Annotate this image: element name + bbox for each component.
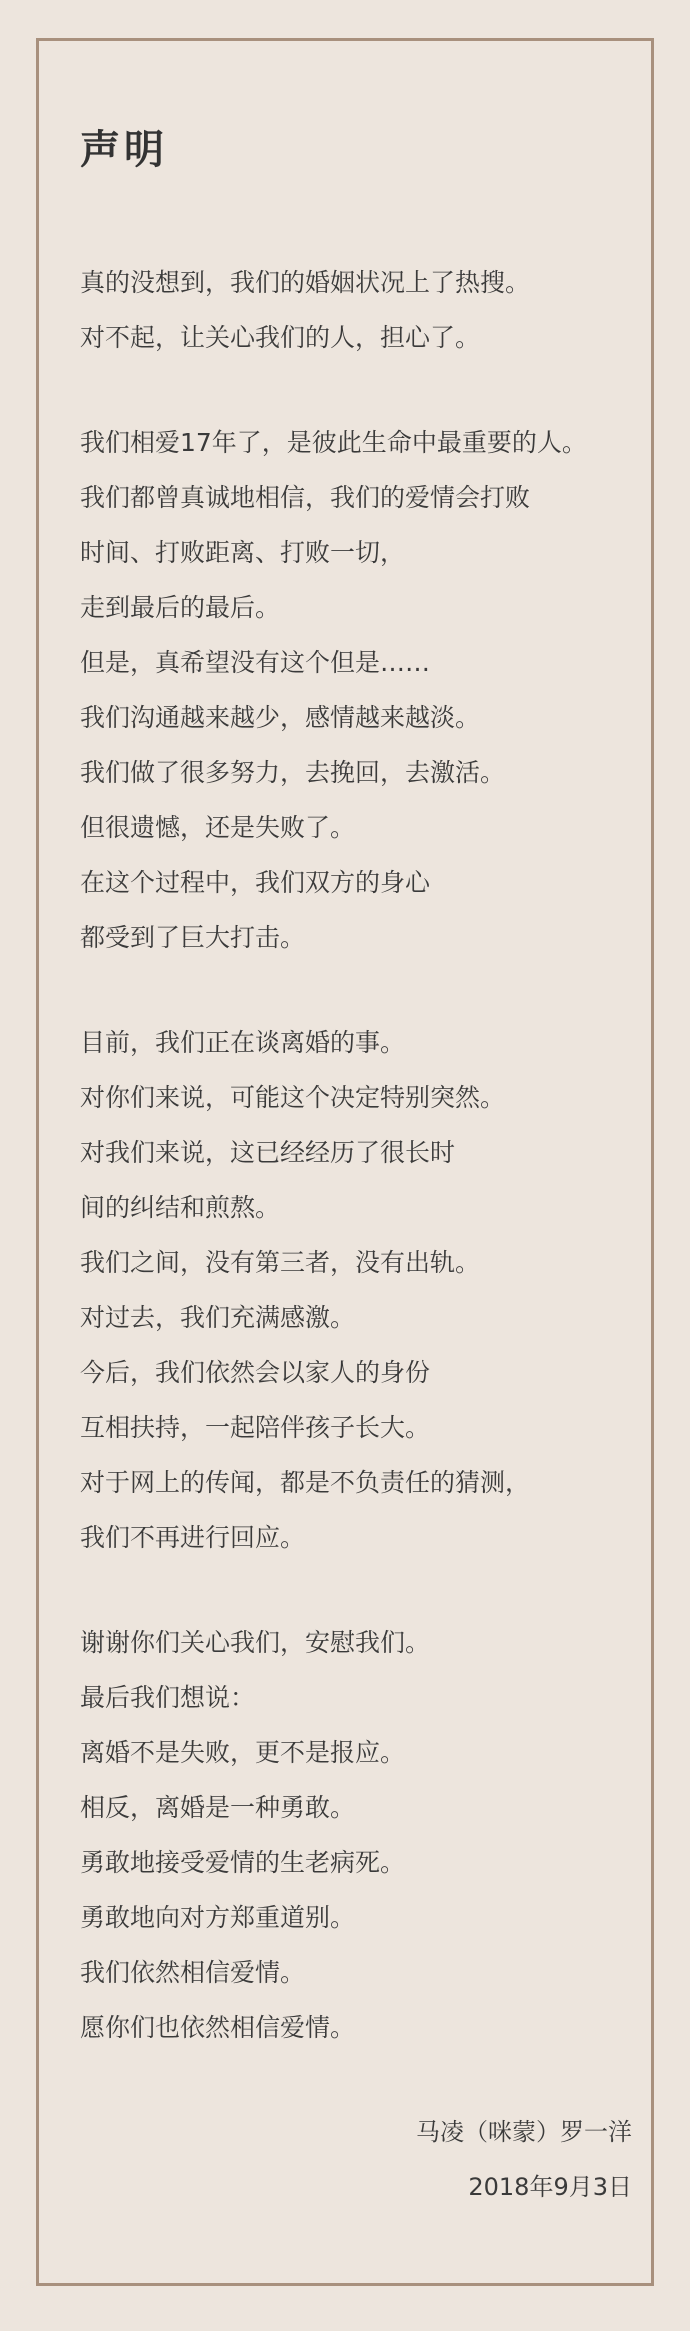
text-line: 今后，我们依然会以家人的身份 xyxy=(80,1358,431,1387)
text-line: 愿你们也依然相信爱情。 xyxy=(80,2013,356,2042)
text-line: 间的纠结和煎熬。 xyxy=(80,1193,281,1222)
text-line: 我们相爱17年了，是彼此生命中最重要的人。 xyxy=(80,428,587,457)
text-line: 对我们来说，这已经经历了很长时 xyxy=(80,1138,456,1167)
text-line: 互相扶持，一起陪伴孩子长大。 xyxy=(80,1413,431,1442)
text-line: 都受到了巨大打击。 xyxy=(80,923,306,952)
text-line: 但很遗憾，还是失败了。 xyxy=(80,813,356,842)
text-line: 勇敢地接受爱情的生老病死。 xyxy=(80,1848,406,1877)
text-line: 谢谢你们关心我们，安慰我们。 xyxy=(80,1628,431,1657)
signature-date: 2018年9月3日 xyxy=(468,2173,632,2201)
text-line: 离婚不是失败，更不是报应。 xyxy=(80,1738,406,1767)
text-line: 但是，真希望没有这个但是…… xyxy=(80,648,431,677)
text-line: 我们不再进行回应。 xyxy=(80,1523,306,1552)
text-line: 最后我们想说： xyxy=(80,1683,256,1712)
text-line: 目前，我们正在谈离婚的事。 xyxy=(80,1028,406,1057)
text-line: 我们之间，没有第三者，没有出轨。 xyxy=(80,1248,481,1277)
text-line: 真的没想到，我们的婚姻状况上了热搜。 xyxy=(80,268,531,297)
text-line: 我们沟通越来越少，感情越来越淡。 xyxy=(80,703,481,732)
text-line: 走到最后的最后。 xyxy=(80,593,281,622)
text-line: 对你们来说，可能这个决定特别突然。 xyxy=(80,1083,506,1112)
text-line: 对于网上的传闻，都是不负责任的猜测， xyxy=(80,1468,531,1497)
text-line: 对过去，我们充满感激。 xyxy=(80,1303,356,1332)
text-line: 相反，离婚是一种勇敢。 xyxy=(80,1793,356,1822)
statement-title: 声明 xyxy=(80,127,168,173)
text-line: 在这个过程中，我们双方的身心 xyxy=(80,868,431,897)
text-line: 时间、打败距离、打败一切， xyxy=(80,538,406,567)
text-line: 勇敢地向对方郑重道别。 xyxy=(80,1903,356,1932)
text-line: 我们依然相信爱情。 xyxy=(80,1958,306,1987)
text-line: 我们做了很多努力，去挽回，去激活。 xyxy=(80,758,506,787)
text-line: 我们都曾真诚地相信，我们的爱情会打败 xyxy=(80,483,531,512)
signature-names: 马凌（咪蒙）罗一洋 xyxy=(416,2118,632,2146)
text-line: 对不起，让关心我们的人，担心了。 xyxy=(80,323,481,352)
